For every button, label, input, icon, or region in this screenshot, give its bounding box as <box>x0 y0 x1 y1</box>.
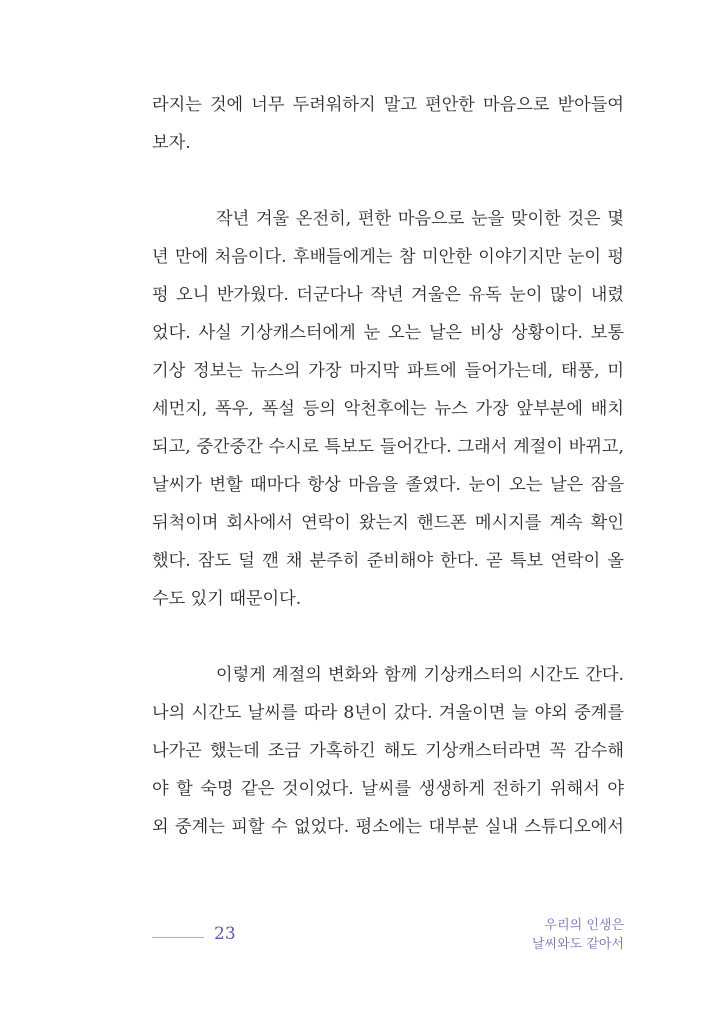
text-line: 나의 시간도 날씨를 따라 8년이 갔다. 겨울이면 늘 야외 중계를 <box>152 703 624 723</box>
text-line: 작년 겨울 온전히, 편한 마음으로 눈을 맞이한 것은 몇 <box>216 209 624 229</box>
text-line: 라지는 것에 너무 두려워하지 말고 편안한 마음으로 받아들여 <box>152 95 624 115</box>
paragraph-1 <box>152 86 624 162</box>
text-line: 었다. 사실 기상캐스터에게 눈 오는 날은 비상 상황이다. 보통 <box>152 323 624 343</box>
running-title <box>532 916 624 954</box>
text-line: 야 할 숙명 같은 것이었다. 날씨를 생생하게 전하기 위해서 야 <box>152 779 624 799</box>
running-title-line-2: 날씨와도 같아서 <box>531 937 624 952</box>
text-line: 뒤척이며 회사에서 연락이 왔는지 핸드폰 메시지를 계속 확인 <box>152 513 624 533</box>
text-line: 세먼지, 폭우, 폭설 등의 악천후에는 뉴스 가장 앞부분에 배치 <box>152 399 624 419</box>
text-line: 날씨가 변할 때마다 항상 마음을 졸였다. 눈이 오는 날은 잠을 <box>152 475 624 495</box>
text-line: 년 만에 처음이다. 후배들에게는 참 미안한 이야기지만 눈이 펑 <box>152 247 624 267</box>
text-line: 보자. <box>152 133 191 153</box>
text-line: 펑 오니 반가웠다. 더군다나 작년 겨울은 유독 눈이 많이 내렸 <box>152 285 624 305</box>
text-line: 수도 있기 때문이다. <box>152 589 302 609</box>
text-line: 나가곤 했는데 조금 가혹하긴 해도 기상캐스터라면 꼭 감수해 <box>152 741 624 761</box>
text-line: 되고, 중간중간 수시로 특보도 들어간다. 그래서 계절이 바뀌고, <box>152 437 624 457</box>
text-line: 이렇게 계절의 변화와 함께 기상캐스터의 시간도 간다. <box>216 665 624 685</box>
footer-rule <box>152 937 204 938</box>
body-text <box>152 86 624 846</box>
text-line: 기상 정보는 뉴스의 가장 마지막 파트에 들어가는데, 태풍, 미 <box>152 361 624 381</box>
text-line: 외 중계는 피할 수 없었다. 평소에는 대부분 실내 스튜디오에서 <box>152 817 624 837</box>
page-number: 23 <box>214 924 236 944</box>
running-title-line-1: 우리의 인생은 <box>544 918 624 933</box>
paragraph-2 <box>152 200 624 618</box>
text-line: 했다. 잠도 덜 깬 채 분주히 준비해야 한다. 곧 특보 연락이 올 <box>152 551 624 571</box>
paragraph-3 <box>152 656 624 846</box>
